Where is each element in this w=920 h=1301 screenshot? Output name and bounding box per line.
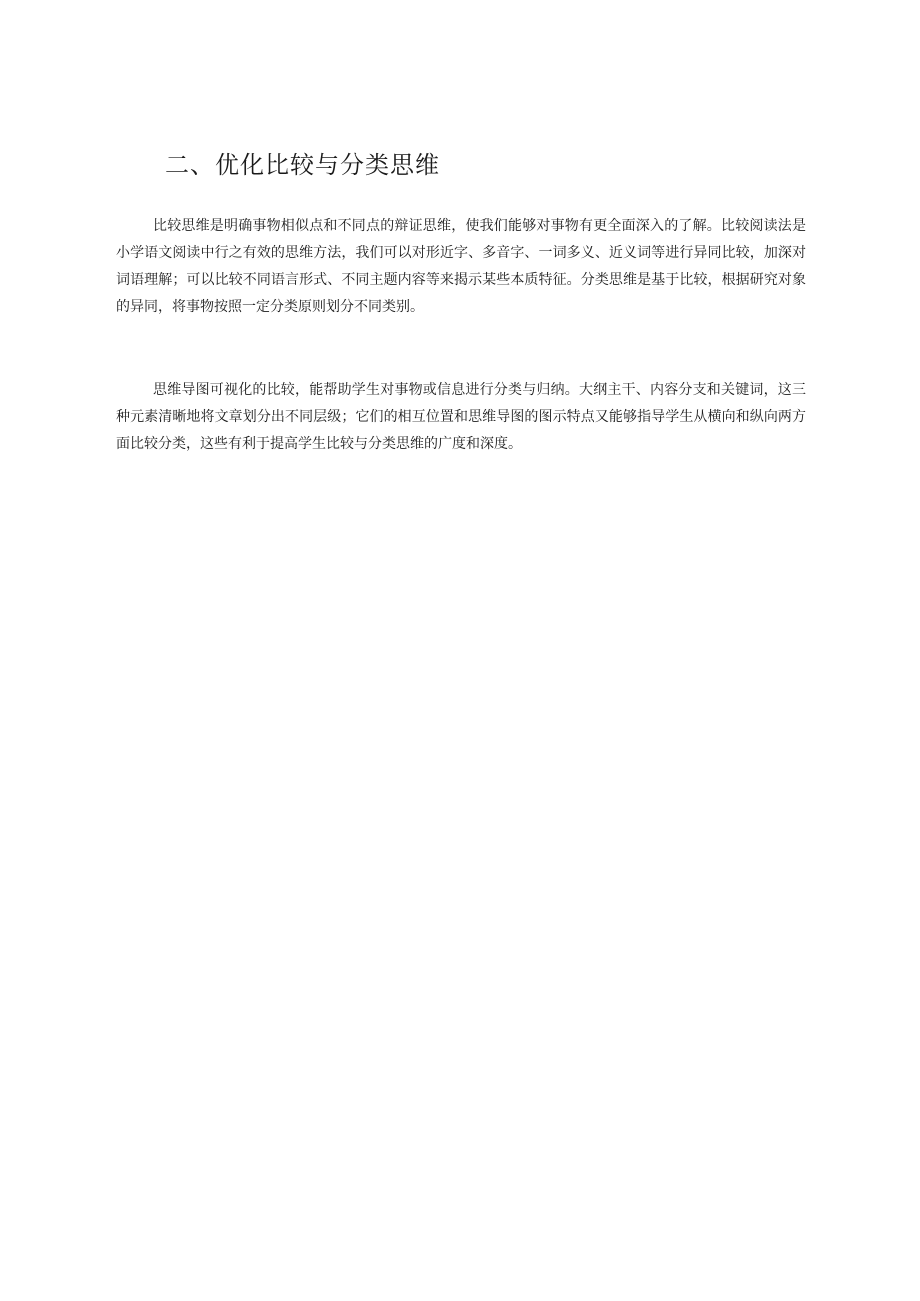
paragraph-mind-map-comparison: 思维导图可视化的比较，能帮助学生对事物或信息进行分类与归纳。大纲主干、内容分支和关键词，这三种元素清晰地将文章划分出不同层级；它们的相互位置和思维导图的图示特点又能够指导学生从横向和纵向两方面比较分类，这些有利于提高学生比较与分类思维的广度和深度。 (116, 382, 806, 452)
paragraph-comparison-thinking: 比较思维是明确事物相似点和不同点的辩证思维，使我们能够对事物有更全面深入的了解。比较阅读法是小学语文阅读中行之有效的思维方法，我们可以对形近字、多音字、一词多义、近义词等进行异同比较，加深对词语理解；可以比较不同语言形式、不同主题内容等来揭示某些本质特征。分类思维是基于比较，根据研究对象的异同，将事物按照一定分类原则划分不同类别。 (116, 218, 806, 315)
section-heading: 二、优化比较与分类思维 (165, 151, 440, 179)
